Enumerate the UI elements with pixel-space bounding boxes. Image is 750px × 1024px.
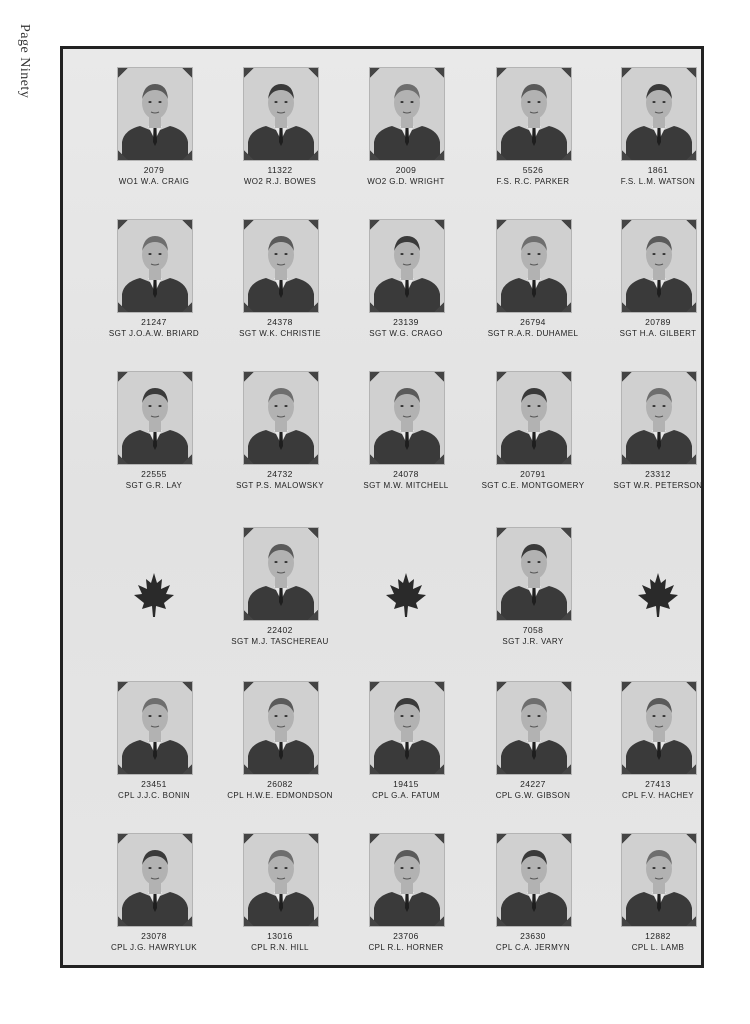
photo-corner-mount: [558, 913, 572, 927]
maple-leaf-icon: [636, 571, 680, 619]
photo-corner-mount: [558, 219, 572, 233]
service-number: 23706: [393, 931, 419, 941]
photo-corner-mount: [558, 299, 572, 313]
photo-frame: [369, 681, 445, 775]
photo-corner-mount: [179, 67, 193, 81]
photo-corner-mount: [305, 607, 319, 621]
photo-corner-mount: [305, 761, 319, 775]
service-number: 7058: [522, 625, 544, 635]
rank-and-name: CPL J.G. HAWRYLUK: [110, 943, 198, 952]
personnel-photo-card: [218, 219, 342, 349]
personnel-photo-card: [596, 371, 720, 501]
photo-corner-mount: [305, 219, 319, 233]
service-number: 26082: [267, 779, 293, 789]
photo-corner-mount: [683, 371, 697, 385]
service-number: 23451: [141, 779, 167, 789]
photo-corner-mount: [305, 451, 319, 465]
service-number: 13016: [267, 931, 293, 941]
photo-corner-mount: [496, 913, 510, 927]
photo-corner-mount: [369, 67, 383, 81]
photo-frame: [621, 681, 697, 775]
photo-frame: [117, 681, 193, 775]
personnel-photo-card: [344, 67, 468, 197]
photo-corner-mount: [558, 761, 572, 775]
photo-frame: [621, 371, 697, 465]
photo-frame: [243, 527, 319, 621]
personnel-photo-card: [344, 371, 468, 501]
photo-frame: [117, 67, 193, 161]
photo-corner-mount: [369, 219, 383, 233]
photo-corner-mount: [496, 761, 510, 775]
photo-corner-mount: [243, 67, 257, 81]
photo-corner-mount: [369, 681, 383, 695]
photo-corner-mount: [496, 681, 510, 695]
rank-and-name: CPL R.N. HILL: [251, 943, 309, 952]
photo-corner-mount: [243, 371, 257, 385]
photo-corner-mount: [431, 67, 445, 81]
photo-corner-mount: [179, 913, 193, 927]
rank-and-name: SGT C.E. MONTGOMERY: [481, 481, 585, 490]
photo-frame: [243, 833, 319, 927]
personnel-photo-card: [471, 219, 595, 349]
rank-and-name: F.S. L.M. WATSON: [620, 177, 696, 186]
photo-corner-mount: [621, 219, 635, 233]
service-number: 22555: [141, 469, 167, 479]
personnel-photo-card: [471, 527, 595, 657]
service-number: 21247: [141, 317, 167, 327]
photo-corner-mount: [496, 371, 510, 385]
photo-corner-mount: [558, 67, 572, 81]
photo-corner-mount: [558, 833, 572, 847]
rank-and-name: SGT W.G. CRAGO: [369, 329, 443, 338]
rank-and-name: SGT M.J. TASCHEREAU: [231, 637, 329, 646]
rank-and-name: CPL R.L. HORNER: [368, 943, 444, 952]
photo-corner-mount: [496, 299, 510, 313]
rank-and-name: SGT R.A.R. DUHAMEL: [487, 329, 579, 338]
personnel-photo-card: [344, 219, 468, 349]
photo-corner-mount: [369, 147, 383, 161]
photo-corner-mount: [496, 147, 510, 161]
rank-and-name: WO1 W.A. CRAIG: [118, 177, 190, 186]
photo-corner-mount: [179, 833, 193, 847]
photo-corner-mount: [431, 299, 445, 313]
rank-and-name: CPL H.W.E. EDMONDSON: [227, 791, 333, 800]
photo-corner-mount: [683, 451, 697, 465]
personnel-photo-card: [596, 219, 720, 349]
service-number: 23078: [141, 931, 167, 941]
photo-corner-mount: [558, 607, 572, 621]
rank-and-name: F.S. R.C. PARKER: [496, 177, 570, 186]
personnel-photo-card: [471, 833, 595, 963]
service-number: 22402: [267, 625, 293, 635]
photo-corner-mount: [117, 371, 131, 385]
photo-corner-mount: [305, 913, 319, 927]
photo-corner-mount: [179, 451, 193, 465]
personnel-photo-card: [471, 681, 595, 811]
maple-leaf-icon: [132, 571, 176, 619]
photo-frame: [496, 527, 572, 621]
personnel-photo-card: [92, 833, 216, 963]
photo-corner-mount: [179, 299, 193, 313]
page-label: Page Ninety: [17, 24, 32, 99]
photo-corner-mount: [496, 219, 510, 233]
photo-frame: [496, 219, 572, 313]
personnel-photo-card: [596, 67, 720, 197]
photo-frame: [243, 219, 319, 313]
photo-frame: [369, 219, 445, 313]
personnel-photo-card: [218, 527, 342, 657]
photo-corner-mount: [496, 833, 510, 847]
personnel-photo-card: [218, 833, 342, 963]
personnel-photo-card: [218, 67, 342, 197]
rank-and-name: SGT J.R. VARY: [502, 637, 564, 646]
personnel-photo-card: [471, 371, 595, 501]
rank-and-name: SGT J.O.A.W. BRIARD: [108, 329, 200, 338]
photo-corner-mount: [305, 833, 319, 847]
rank-and-name: SGT H.A. GILBERT: [619, 329, 697, 338]
photo-corner-mount: [117, 833, 131, 847]
photo-plate: [60, 46, 704, 968]
photo-corner-mount: [117, 299, 131, 313]
photo-corner-mount: [621, 913, 635, 927]
rank-and-name: SGT P.S. MALOWSKY: [236, 481, 324, 490]
service-number: 19415: [393, 779, 419, 789]
photo-corner-mount: [431, 833, 445, 847]
photo-corner-mount: [117, 147, 131, 161]
photo-corner-mount: [431, 913, 445, 927]
photo-corner-mount: [179, 681, 193, 695]
photo-corner-mount: [305, 681, 319, 695]
photo-corner-mount: [621, 299, 635, 313]
photo-corner-mount: [683, 219, 697, 233]
photo-corner-mount: [117, 913, 131, 927]
photo-corner-mount: [431, 681, 445, 695]
rank-and-name: SGT M.W. MITCHELL: [363, 481, 449, 490]
photo-corner-mount: [621, 371, 635, 385]
rank-and-name: CPL F.V. HACHEY: [621, 791, 695, 800]
service-number: 1861: [647, 165, 669, 175]
photo-corner-mount: [369, 833, 383, 847]
photo-corner-mount: [683, 681, 697, 695]
service-number: 24227: [520, 779, 546, 789]
personnel-photo-card: [344, 833, 468, 963]
photo-corner-mount: [305, 371, 319, 385]
photo-corner-mount: [117, 451, 131, 465]
photo-corner-mount: [558, 371, 572, 385]
photo-frame: [369, 371, 445, 465]
photo-frame: [496, 681, 572, 775]
photo-corner-mount: [431, 371, 445, 385]
personnel-photo-card: [218, 681, 342, 811]
photo-corner-mount: [243, 451, 257, 465]
photo-corner-mount: [683, 147, 697, 161]
photo-corner-mount: [683, 67, 697, 81]
service-number: 24378: [267, 317, 293, 327]
rank-and-name: CPL G.W. GIBSON: [495, 791, 571, 800]
service-number: 5526: [522, 165, 544, 175]
personnel-photo-card: [344, 681, 468, 811]
photo-corner-mount: [117, 681, 131, 695]
service-number: 11322: [267, 165, 293, 175]
personnel-photo-card: [92, 371, 216, 501]
photo-corner-mount: [117, 761, 131, 775]
rank-and-name: CPL J.J.C. BONIN: [118, 791, 190, 800]
photo-corner-mount: [496, 607, 510, 621]
photo-corner-mount: [305, 299, 319, 313]
personnel-photo-card: [92, 681, 216, 811]
service-number: 23630: [520, 931, 546, 941]
photo-corner-mount: [369, 299, 383, 313]
photo-corner-mount: [369, 371, 383, 385]
photo-frame: [621, 67, 697, 161]
photo-corner-mount: [305, 527, 319, 541]
photo-frame: [243, 67, 319, 161]
photo-corner-mount: [621, 681, 635, 695]
rank-and-name: SGT G.R. LAY: [125, 481, 183, 490]
photo-frame: [117, 371, 193, 465]
personnel-photo-card: [218, 371, 342, 501]
photo-frame: [117, 219, 193, 313]
photo-corner-mount: [305, 147, 319, 161]
service-number: 26794: [520, 317, 546, 327]
service-number: 2009: [395, 165, 417, 175]
photo-corner-mount: [683, 833, 697, 847]
photo-corner-mount: [369, 913, 383, 927]
photo-frame: [243, 681, 319, 775]
photo-frame: [621, 833, 697, 927]
rank-and-name: SGT W.K. CHRISTIE: [239, 329, 321, 338]
photo-corner-mount: [621, 67, 635, 81]
photo-frame: [496, 833, 572, 927]
service-number: 20791: [520, 469, 546, 479]
photo-corner-mount: [558, 681, 572, 695]
photo-corner-mount: [683, 299, 697, 313]
photo-corner-mount: [431, 761, 445, 775]
rank-and-name: WO2 R.J. BOWES: [243, 177, 317, 186]
photo-frame: [621, 219, 697, 313]
photo-corner-mount: [558, 147, 572, 161]
photo-corner-mount: [431, 219, 445, 233]
photo-corner-mount: [243, 761, 257, 775]
service-number: 12882: [645, 931, 671, 941]
personnel-photo-card: [596, 833, 720, 963]
photo-corner-mount: [496, 451, 510, 465]
photo-corner-mount: [369, 761, 383, 775]
photo-frame: [243, 371, 319, 465]
photo-corner-mount: [496, 67, 510, 81]
photo-corner-mount: [621, 451, 635, 465]
photo-corner-mount: [243, 147, 257, 161]
photo-corner-mount: [621, 761, 635, 775]
photo-corner-mount: [179, 371, 193, 385]
personnel-photo-card: [471, 67, 595, 197]
rank-and-name: CPL G.A. FATUM: [372, 791, 440, 800]
photo-corner-mount: [369, 451, 383, 465]
photo-frame: [496, 371, 572, 465]
photo-corner-mount: [243, 527, 257, 541]
service-number: 27413: [645, 779, 671, 789]
service-number: 24078: [393, 469, 419, 479]
service-number: 23312: [645, 469, 671, 479]
photo-corner-mount: [305, 67, 319, 81]
photo-corner-mount: [621, 833, 635, 847]
photo-corner-mount: [243, 833, 257, 847]
personnel-photo-card: [596, 681, 720, 811]
photo-frame: [496, 67, 572, 161]
service-number: 20789: [645, 317, 671, 327]
maple-leaf-icon: [384, 571, 428, 619]
service-number: 2079: [143, 165, 165, 175]
rank-and-name: CPL C.A. JERMYN: [495, 943, 571, 952]
photo-corner-mount: [243, 219, 257, 233]
photo-corner-mount: [179, 219, 193, 233]
photo-corner-mount: [431, 451, 445, 465]
photo-corner-mount: [496, 527, 510, 541]
rank-and-name: CPL L. LAMB: [631, 943, 685, 952]
personnel-photo-card: [92, 67, 216, 197]
photo-frame: [117, 833, 193, 927]
rank-and-name: WO2 G.D. WRIGHT: [367, 177, 445, 186]
photo-corner-mount: [431, 147, 445, 161]
photo-corner-mount: [179, 147, 193, 161]
photo-corner-mount: [558, 451, 572, 465]
photo-corner-mount: [243, 913, 257, 927]
photo-corner-mount: [683, 913, 697, 927]
photo-corner-mount: [117, 67, 131, 81]
photo-corner-mount: [243, 299, 257, 313]
photo-corner-mount: [683, 761, 697, 775]
photo-frame: [369, 67, 445, 161]
photo-corner-mount: [621, 147, 635, 161]
photo-corner-mount: [558, 527, 572, 541]
photo-corner-mount: [179, 761, 193, 775]
service-number: 24732: [267, 469, 293, 479]
photo-corner-mount: [117, 219, 131, 233]
photo-frame: [369, 833, 445, 927]
photo-corner-mount: [243, 607, 257, 621]
service-number: 23139: [393, 317, 419, 327]
rank-and-name: SGT W.R. PETERSON: [613, 481, 703, 490]
photo-corner-mount: [243, 681, 257, 695]
personnel-photo-card: [92, 219, 216, 349]
